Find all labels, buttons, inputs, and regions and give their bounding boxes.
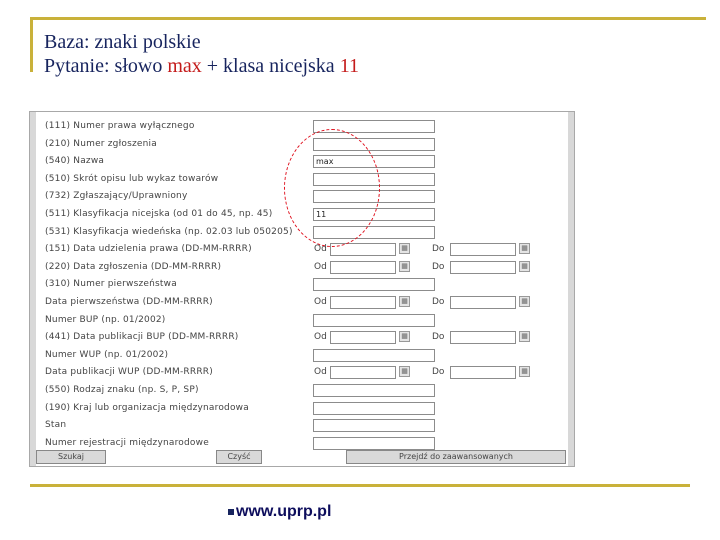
calendar-icon[interactable]: ▦	[519, 296, 530, 307]
date-to-input[interactable]	[450, 261, 516, 274]
date-to-label: Do	[432, 297, 445, 307]
advanced-search-button[interactable]: Przejdź do zaawansowanych	[346, 450, 566, 464]
field-label: (441) Data publikacji BUP (DD-MM-RRRR)	[45, 332, 239, 343]
text-input[interactable]	[313, 437, 435, 450]
field-label: Data pierwszeństwa (DD-MM-RRRR)	[45, 297, 213, 307]
field-label: (220) Data zgłoszenia (DD-MM-RRRR)	[45, 261, 222, 272]
date-from-label: Od	[314, 297, 327, 307]
title-line-2	[44, 54, 359, 78]
calendar-icon[interactable]: ▦	[399, 331, 410, 342]
text-input[interactable]: max	[313, 155, 435, 168]
text-input[interactable]: 11	[313, 208, 435, 221]
clear-button[interactable]: Czyść	[216, 450, 262, 464]
date-to-label: Do	[432, 367, 445, 378]
date-to-label: Do	[432, 332, 445, 343]
date-from-input[interactable]	[330, 366, 396, 379]
calendar-icon[interactable]: ▦	[519, 261, 530, 272]
text-input[interactable]	[313, 402, 435, 415]
form-row	[30, 242, 570, 259]
date-to-input[interactable]	[450, 296, 516, 309]
text-input[interactable]	[313, 314, 435, 327]
calendar-icon[interactable]: ▦	[399, 243, 410, 254]
field-label: (151) Data udzielenia prawa (DD-MM-RRRR)	[45, 244, 252, 255]
date-from-input[interactable]	[330, 296, 396, 309]
date-from-label: Od	[314, 261, 327, 272]
title-keyword: max	[167, 55, 202, 77]
form-row	[30, 119, 570, 136]
footer-link[interactable]: www.uprp.pl	[236, 503, 332, 520]
date-to-label: Do	[432, 261, 445, 272]
left-rule	[30, 17, 33, 72]
field-label: (510) Skrót opisu lub wykaz towarów	[45, 173, 219, 184]
form-row	[30, 418, 570, 435]
date-to-input[interactable]	[450, 366, 516, 379]
field-label: (540) Nazwa	[45, 156, 105, 167]
footer-link-container	[228, 503, 331, 521]
field-label: (190) Kraj lub organizacja międzynarodowa	[45, 402, 249, 413]
form-row	[30, 401, 570, 418]
annotation-circle	[284, 129, 380, 247]
text-input[interactable]	[313, 419, 435, 432]
calendar-icon[interactable]: ▦	[519, 243, 530, 254]
field-label: (732) Zgłaszający/Uprawniony	[45, 191, 188, 202]
date-from-label: Od	[314, 244, 327, 255]
form-buttons	[34, 450, 570, 466]
form-row	[30, 277, 570, 294]
calendar-icon[interactable]: ▦	[519, 366, 530, 377]
field-label: (111) Numer prawa wyłącznego	[45, 121, 195, 131]
top-rule	[30, 17, 706, 20]
field-label: (531) Klasyfikacja wiedeńska (np. 02.03 lub 050205)	[45, 226, 293, 237]
field-label: Stan	[45, 420, 67, 431]
field-label: Numer BUP (np. 01/2002)	[45, 314, 166, 325]
date-from-input[interactable]	[330, 261, 396, 274]
calendar-icon[interactable]: ▦	[519, 331, 530, 342]
text-input[interactable]	[313, 278, 435, 291]
date-to-label: Do	[432, 244, 445, 255]
form-row	[30, 313, 570, 330]
text-input[interactable]	[313, 349, 435, 362]
field-label: (210) Numer zgłoszenia	[45, 138, 157, 149]
date-from-label: Od	[314, 332, 327, 343]
date-to-input[interactable]	[450, 243, 516, 256]
search-form-screenshot	[29, 111, 575, 467]
form-row	[30, 365, 570, 382]
bullet-icon	[228, 509, 234, 515]
form-row	[30, 383, 570, 400]
field-label: (511) Klasyfikacja nicejska (od 01 do 45, np. 45)	[45, 209, 273, 219]
field-label: (550) Rodzaj znaku (np. S, P, SP)	[45, 385, 199, 395]
field-label: Data publikacji WUP (DD-MM-RRRR)	[45, 367, 213, 378]
slide-title	[44, 30, 359, 78]
field-label: Numer WUP (np. 01/2002)	[45, 349, 169, 360]
calendar-icon[interactable]: ▦	[399, 296, 410, 307]
text-input[interactable]	[313, 384, 435, 397]
bottom-rule	[30, 484, 690, 487]
title-class-number: 11	[339, 55, 359, 77]
calendar-icon[interactable]: ▦	[399, 366, 410, 377]
title-middle: + klasa nicejska	[201, 55, 340, 77]
date-from-label: Od	[314, 367, 327, 378]
calendar-icon[interactable]: ▦	[399, 261, 410, 272]
date-to-input[interactable]	[450, 331, 516, 344]
field-label: Numer rejestracji międzynarodowe	[45, 437, 209, 448]
title-prefix: Pytanie: słowo	[44, 55, 168, 77]
date-from-input[interactable]	[330, 331, 396, 344]
field-label: (310) Numer pierwszeństwa	[45, 279, 177, 290]
search-button[interactable]: Szukaj	[36, 450, 106, 464]
form-row	[30, 330, 570, 347]
form-row	[30, 295, 570, 312]
title-line-1: Baza: znaki polskie	[44, 31, 201, 53]
form-row	[30, 348, 570, 365]
form-row	[30, 260, 570, 277]
